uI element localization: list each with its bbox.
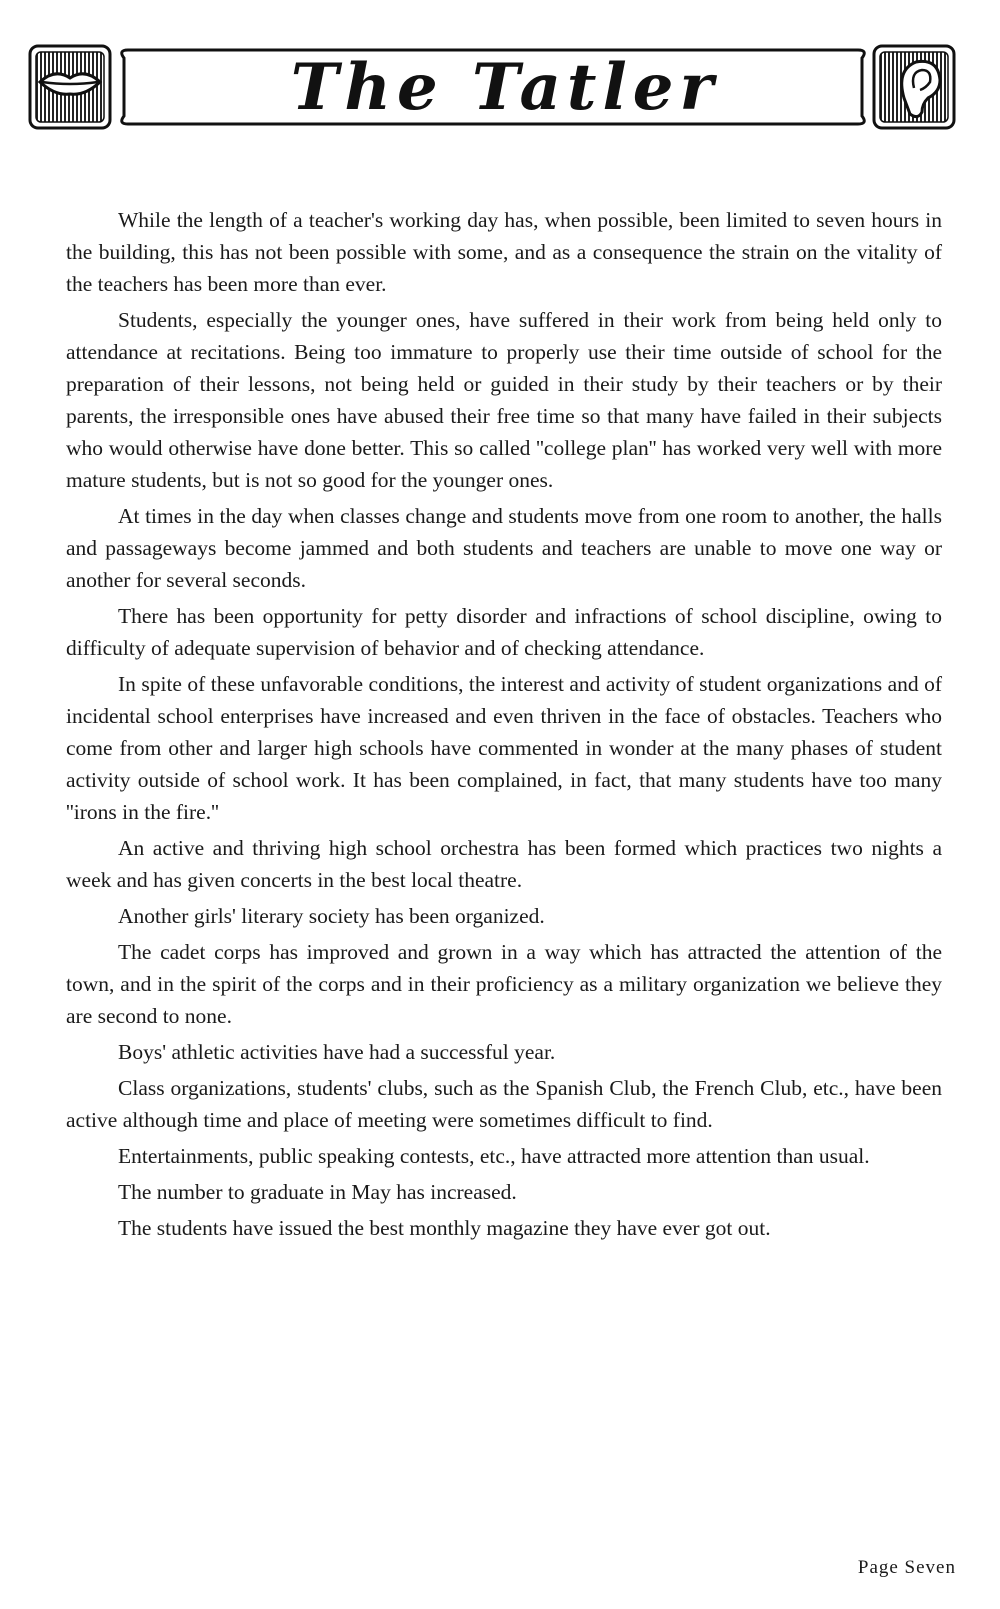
masthead-title: The Tatler: [290, 50, 720, 125]
paragraph: While the length of a teacher's working day has, when possible, been limited to seven hours in the building, this has not been possible with some, and as a consequence the strain on the vitality of the teachers has been more than ever.: [66, 208, 942, 296]
paragraph: Class organizations, students' clubs, such as the Spanish Club, the French Club, etc., have been active although time and place of meeting were sometimes difficult to find.: [66, 1076, 942, 1132]
paragraph: Another girls' literary society has been organized.: [118, 904, 545, 928]
paragraph: There has been opportunity for petty disorder and infractions of school discipline, owing to difficulty of adequate supervision of behavior and of checking attendance.: [66, 604, 942, 660]
masthead: [0, 0, 1000, 140]
ear-icon: [874, 46, 954, 128]
page-number: Page Seven: [857, 1557, 956, 1578]
paragraph: Students, especially the younger ones, have suffered in their work from being held only to attendance at recitations. Being too immature to properly use their time outside of school for the preparation of their lessons, not being held or guided in their study by their teachers or by their parents, the irresponsible ones have abused their free time so that many have failed in their subjects who would otherwise have done better. This so called ''college plan'' has worked very well with more mature students, but is not so good for the younger ones.: [66, 308, 942, 492]
paragraph: The cadet corps has improved and grown in a way which has attracted the attention of the town, and in the spirit of the corps and in their proficiency as a military organization we believe they are second to none.: [66, 940, 942, 1028]
paragraph: Boys' athletic activities have had a successful year.: [118, 1040, 556, 1064]
paragraph: In spite of these unfavorable conditions, the interest and activity of student organizations and of incidental school enterprises have increased and even thriven in the face of obstacles. Teachers who come from other and larger high schools have commented in wonder at the many phases of student activity outside of school work. It has been complained, in fact, that many students have too many ''irons in the fire.'': [66, 672, 942, 824]
lips-icon: [30, 46, 110, 128]
paragraph: Entertainments, public speaking contests, etc., have attracted more attention than usual.: [118, 1144, 870, 1168]
article-body: [66, 204, 942, 1248]
paragraph: The students have issued the best monthly magazine they have ever got out.: [118, 1216, 771, 1240]
paragraph: The number to graduate in May has increased.: [118, 1180, 517, 1204]
paragraph: An active and thriving high school orchestra has been formed which practices two nights a week and has given concerts in the best local theatre.: [66, 836, 942, 892]
paragraph: At times in the day when classes change and students move from one room to another, the halls and passageways become jammed and both students and teachers are unable to move one way or another for several seconds.: [66, 504, 942, 592]
